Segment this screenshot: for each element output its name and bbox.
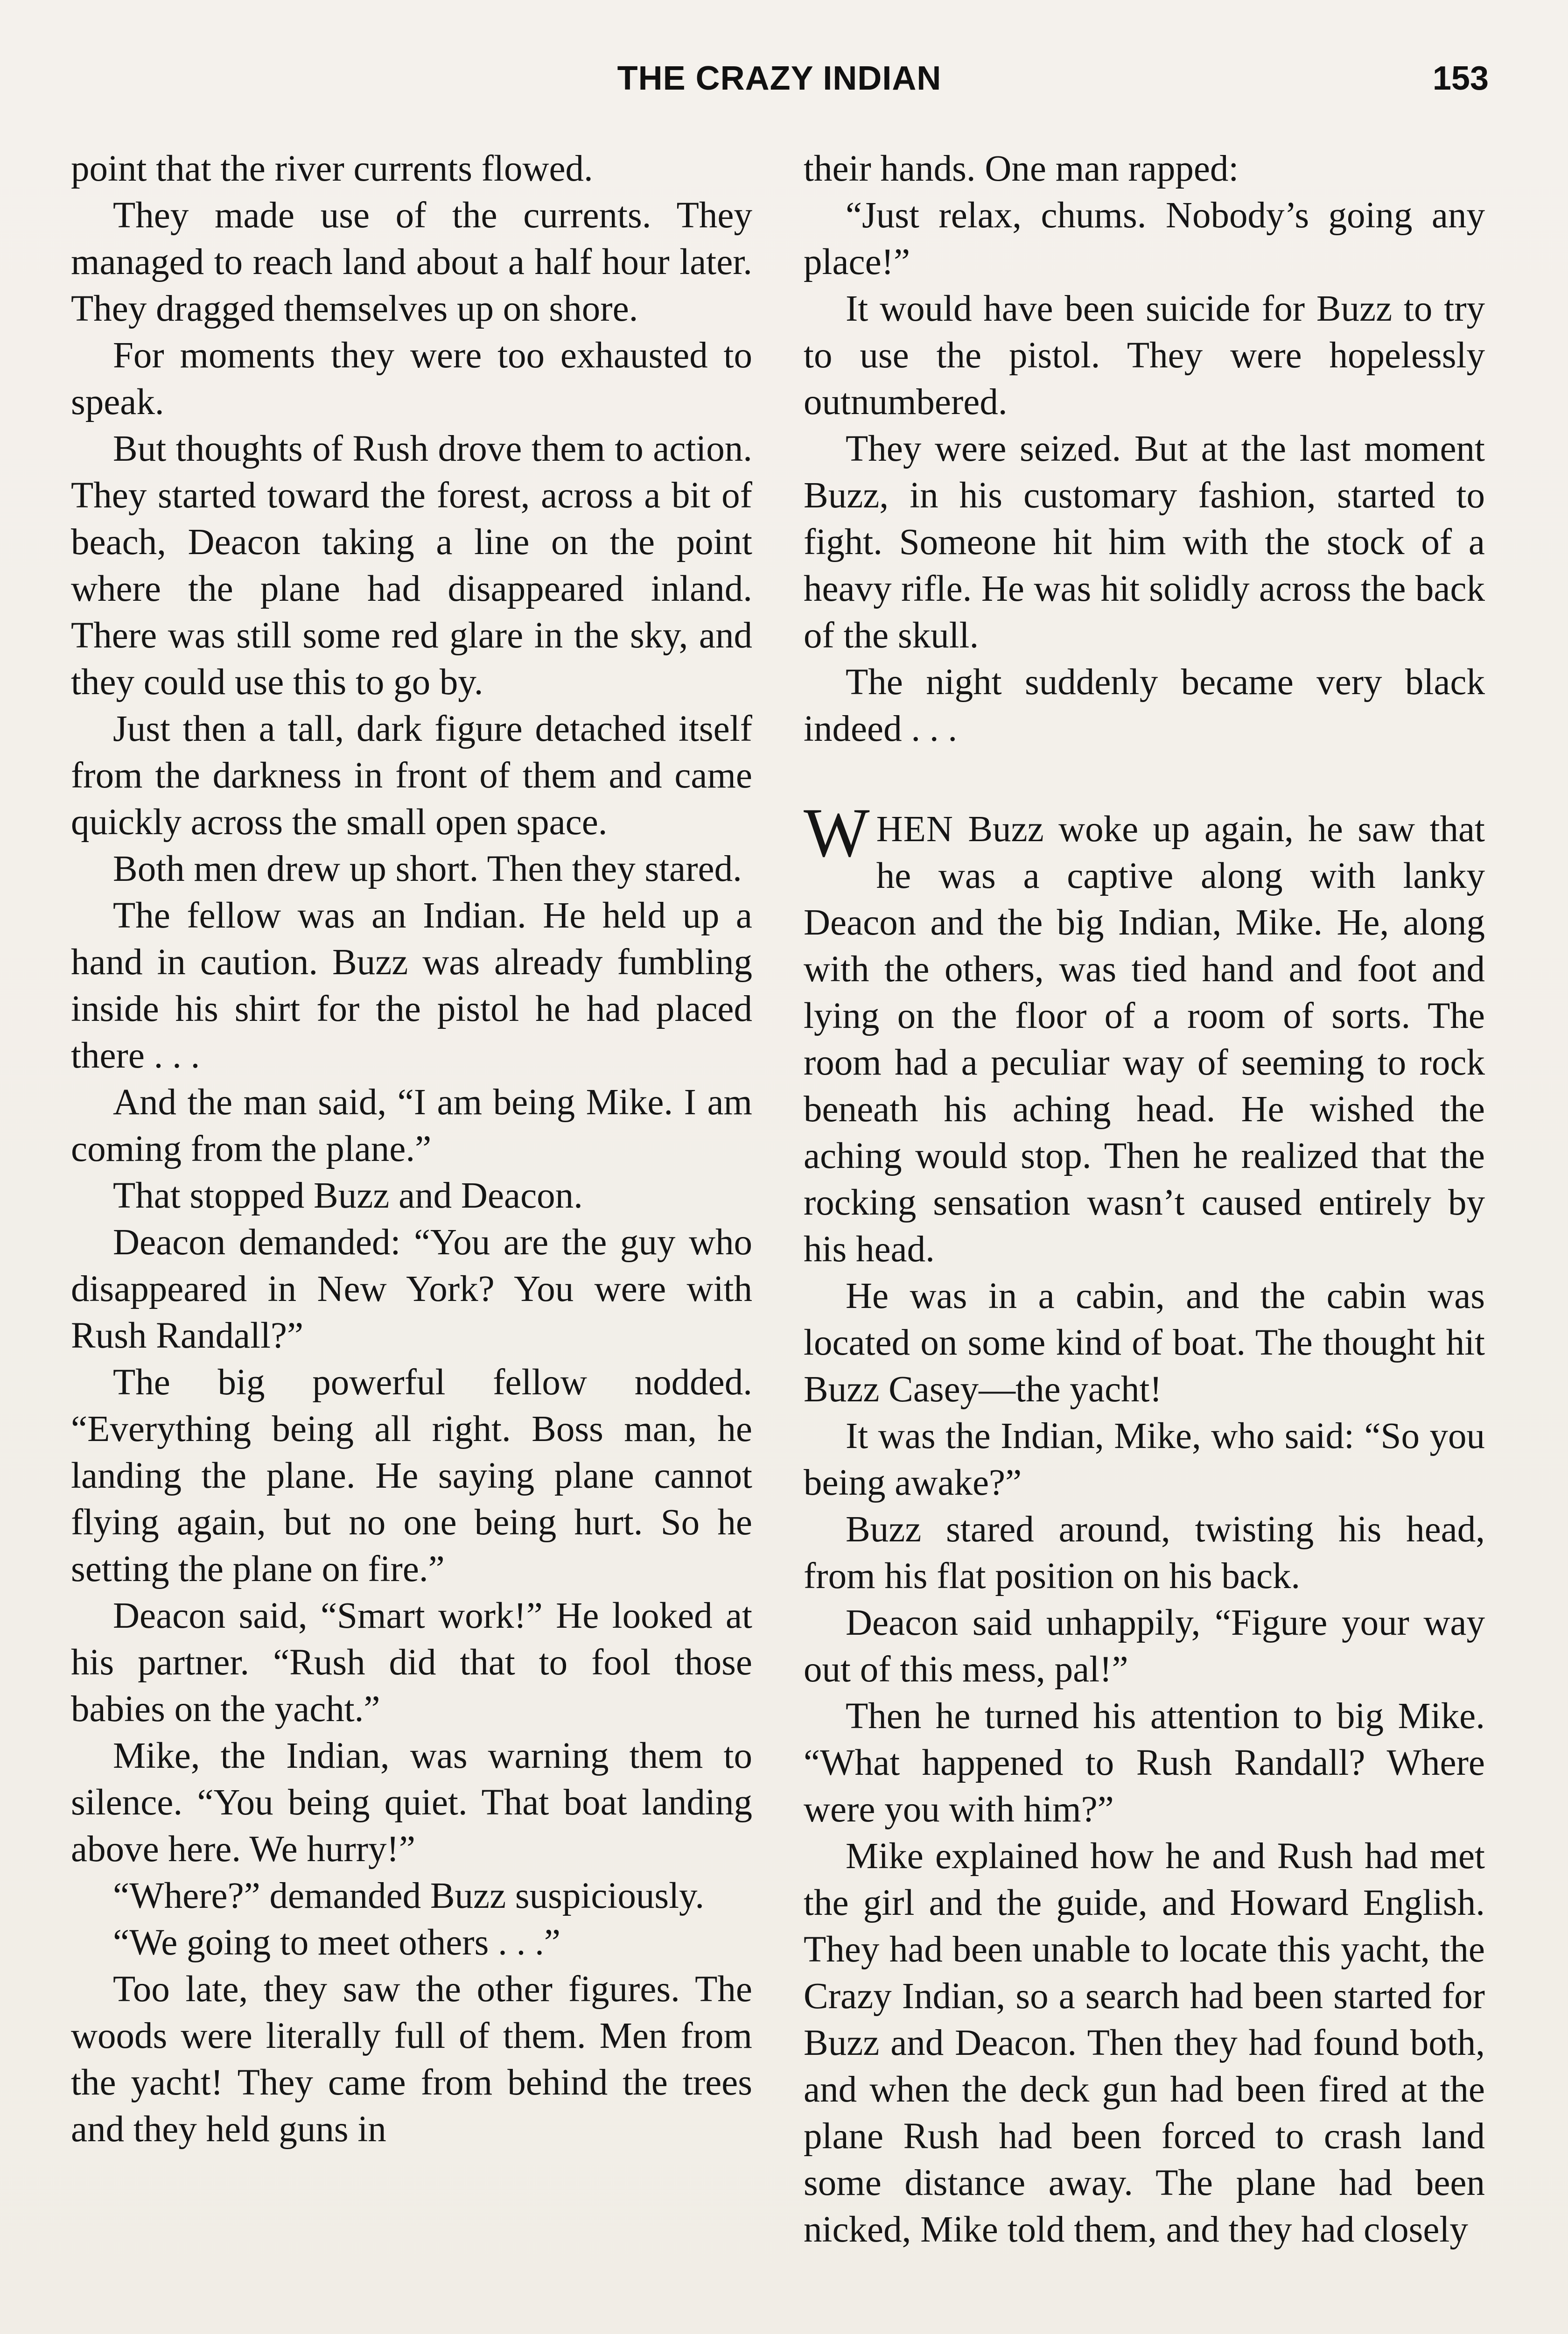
- paragraph: But thoughts of Rush drove them to action. They started toward the forest, across a bit of beach, Deacon taking a line on the point where the plane had disappeared inland. There was still some red glare in the sky, and they could use this to go by.: [71, 429, 752, 703]
- paragraph: Mike explained how he and Rush had met the girl and the guide, and Howard English. They had been unable to locate this yacht, the Crazy Indian, so a search had been started for Buzz and Deacon. Then they had found both, and when the deck gun had been fired at the plane Rush had been forced to crash land some distance away. The plane had been nicked, Mike told them, and they had closely: [804, 1836, 1485, 2250]
- paragraph: “Where?” demanded Buzz suspiciously.: [113, 1876, 705, 1916]
- drop-cap: W: [804, 794, 870, 872]
- paragraph: It would have been suicide for Buzz to try to use the pistol. They were hopelessly outnumbered.: [804, 288, 1485, 422]
- paragraph: Buzz stared around, twisting his head, from his flat position on his back.: [804, 1509, 1485, 1596]
- paragraph: That stopped Buzz and Deacon.: [113, 1175, 583, 1216]
- paragraph: The night suddenly became very black indeed . . .: [804, 662, 1485, 749]
- section-opening-paragraph: [804, 794, 1485, 1273]
- paragraph-text: Buzz woke up again, he saw that he was a captive along with lanky Deacon and the big Indian, Mike. He, along with the others, was tied hand and foot and lying on the floor of a room of sorts. The room had a peculiar way of seeming to rock beneath his aching head. He wished the aching would stop. Then he realized that the rocking sensation wasn’t caused entirely by his head.: [804, 809, 1485, 1270]
- paragraph: Just then a tall, dark figure detached itself from the darkness in front of them and came quickly across the small open space.: [71, 709, 752, 843]
- paragraph: The fellow was an Indian. He held up a hand in caution. Buzz was already fumbling inside his shirt for the pistol he had placed there . . .: [71, 895, 752, 1076]
- paragraph: Then he turned his attention to big Mike. “What happened to Rush Randall? Where were you with him?”: [804, 1696, 1485, 1830]
- paragraph: And the man said, “I am being Mike. I am coming from the plane.”: [71, 1082, 752, 1169]
- paragraph: “We going to meet others . . .”: [113, 1922, 560, 1963]
- paragraph: It was the Indian, Mike, who said: “So you being awake?”: [804, 1416, 1485, 1503]
- paragraph: Both men drew up short. Then they stared.: [113, 849, 742, 889]
- paragraph: He was in a cabin, and the cabin was located on some kind of boat. The thought hit Buzz Casey—the yacht!: [804, 1276, 1485, 1410]
- right-column: [804, 146, 1485, 2253]
- paragraph: The big powerful fellow nodded. “Everything being all right. Boss man, he landing the plane. He saying plane cannot flying again, but no one being hurt. So he setting the plane on fire.”: [71, 1362, 752, 1589]
- paragraph: They were seized. But at the last moment Buzz, in his customary fashion, started to fight. Someone hit him with the stock of a heavy rifle. He was hit solidly across the back of the skull.: [804, 429, 1485, 656]
- paragraph: Deacon said unhappily, “Figure your way out of this mess, pal!”: [804, 1603, 1485, 1690]
- paragraph: Deacon said, “Smart work!” He looked at his partner. “Rush did that to fool those babies on the yacht.”: [71, 1596, 752, 1729]
- page-header: [70, 55, 1489, 106]
- running-title: THE CRAZY INDIAN: [617, 60, 942, 97]
- page-number: 153: [1432, 60, 1489, 97]
- left-column: [71, 146, 752, 2153]
- paragraph: point that the river currents flowed.: [71, 148, 593, 189]
- paragraph: their hands. One man rapped:: [804, 148, 1239, 189]
- paragraph: Too late, they saw the other figures. The woods were literally full of them. Men from the yacht! They came from behind the trees and they held guns in: [71, 1969, 752, 2150]
- paragraph: Mike, the Indian, was warning them to silence. “You being quiet. That boat landing above here. We hurry!”: [71, 1736, 752, 1870]
- paragraph: “Just relax, chums. Nobody’s going any place!”: [804, 195, 1485, 282]
- paragraph: Deacon demanded: “You are the guy who disappeared in New York? You were with Rush Randall?”: [71, 1222, 752, 1356]
- paragraph: For moments they were too exhausted to speak.: [71, 335, 752, 422]
- paragraph: They made use of the currents. They managed to reach land about a half hour later. They dragged themselves up on shore.: [71, 195, 752, 329]
- small-caps-lead: HEN: [876, 809, 953, 850]
